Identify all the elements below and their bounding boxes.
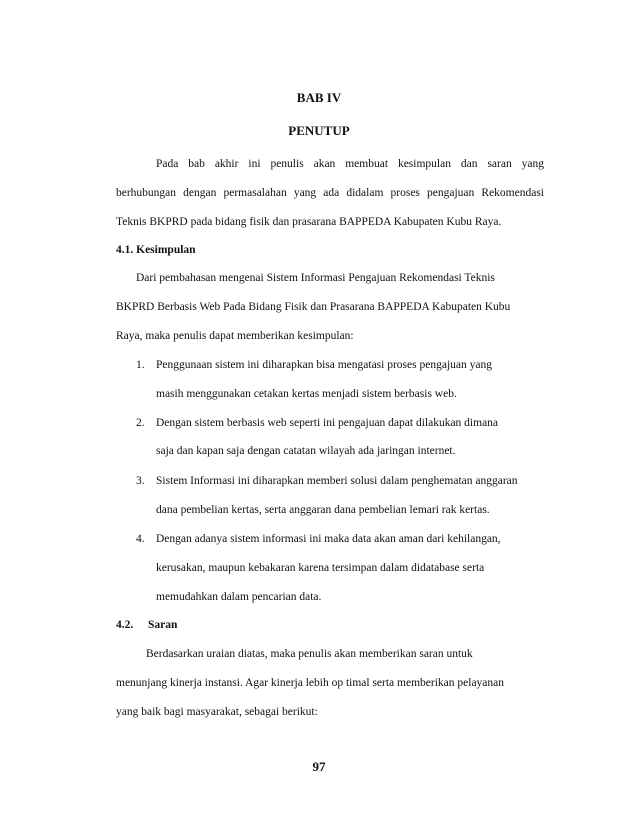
intro-line: Teknis BKPRD pada bidang fisik dan prasarana BAPPEDA Kabupaten Kubu Raya. xyxy=(116,216,502,228)
list-item-line: memudahkan dalam pencarian data. xyxy=(156,591,322,603)
paragraph-line: yang baik bagi masyarakat, sebagai berikut: xyxy=(116,706,318,718)
paragraph-line: Dari pembahasan mengenai Sistem Informasi Pengajuan Rekomendasi Teknis xyxy=(136,272,495,284)
list-item-line: Sistem Informasi ini diharapkan memberi solusi dalam penghematan anggaran xyxy=(156,475,518,487)
section-number-saran: 4.2. xyxy=(116,619,134,631)
list-item-line: kerusakan, maupun kebakaran karena tersimpan dalam didatabase serta xyxy=(156,562,485,574)
section-heading-kesimpulan: 4.1. Kesimpulan xyxy=(116,244,196,256)
list-item-line: Dengan adanya sistem informasi ini maka data akan aman dari kehilangan, xyxy=(156,533,501,545)
list-item-line: dana pembelian kertas, serta anggaran dana pembelian lemari rak kertas. xyxy=(156,504,490,516)
section-heading-saran: Saran xyxy=(148,619,178,631)
list-item-line: saja dan kapan saja dengan catatan wilayah ada jaringan internet. xyxy=(156,445,456,457)
paragraph-line: menunjang kinerja instansi. Agar kinerja lebih op timal serta memberikan pelayanan xyxy=(116,677,505,689)
list-item-line: Dengan sistem berbasis web seperti ini pengajuan dapat dilakukan dimana xyxy=(156,417,499,429)
list-item-number: 1. xyxy=(136,359,145,371)
intro-line: berhubungan dengan permasalahan yang ada didalam proses pengajuan Rekomendasi xyxy=(116,187,544,199)
page-number: 97 xyxy=(312,759,326,774)
list-item-number: 2. xyxy=(136,417,145,429)
intro-line: Pada bab akhir ini penulis akan membuat kesimpulan dan saran yang xyxy=(156,158,544,170)
chapter-label: BAB IV xyxy=(296,90,342,105)
list-item-line: Penggunaan sistem ini diharapkan bisa mengatasi proses pengajuan yang xyxy=(156,359,492,371)
paragraph-line: Raya, maka penulis dapat memberikan kesimpulan: xyxy=(116,330,354,342)
chapter-title: PENUTUP xyxy=(288,123,350,138)
paragraph-line: Berdasarkan uraian diatas, maka penulis akan memberikan saran untuk xyxy=(146,648,473,660)
list-item-line: masih menggunakan cetakan kertas menjadi sistem berbasis web. xyxy=(156,388,457,400)
list-item-number: 3. xyxy=(136,475,145,487)
list-item-number: 4. xyxy=(136,533,145,545)
paragraph-line: BKPRD Berbasis Web Pada Bidang Fisik dan Prasarana BAPPEDA Kabupaten Kubu xyxy=(116,301,511,313)
